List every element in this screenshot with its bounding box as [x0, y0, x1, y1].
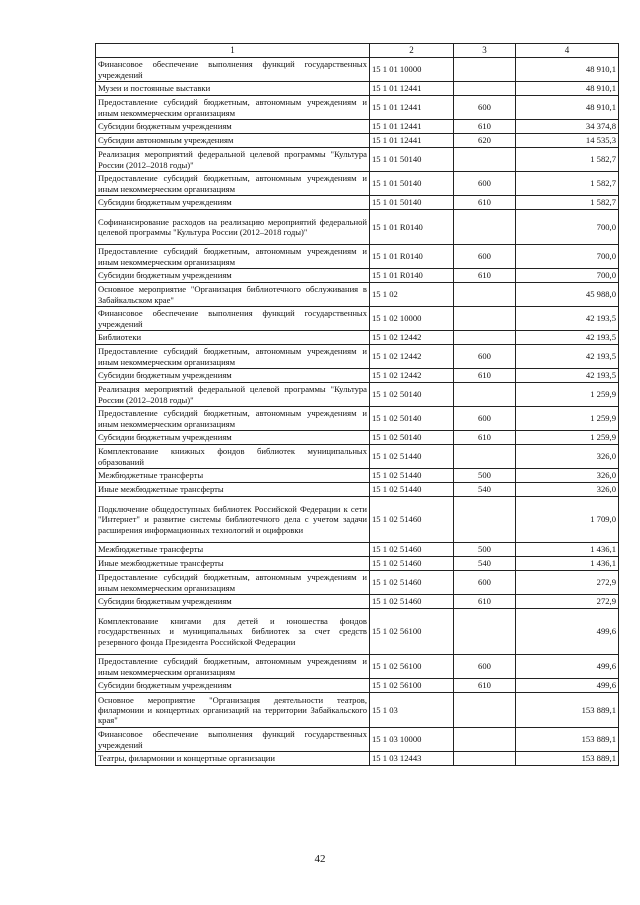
row-code-cell: 15 1 02 50140	[370, 407, 454, 431]
row-type-cell: 600	[454, 407, 516, 431]
row-name-cell: Реализация мероприятий федеральной целевой программы "Культура России (2012–2018 годы)"	[96, 383, 370, 407]
table-header-row	[96, 44, 619, 58]
row-code-cell: 15 1 02 12442	[370, 369, 454, 383]
row-type-cell: 610	[454, 120, 516, 134]
row-sum-cell: 48 910,1	[516, 96, 619, 120]
row-type-cell: 600	[454, 96, 516, 120]
table-row	[96, 693, 619, 728]
row-code-cell: 15 1 03 10000	[370, 728, 454, 752]
row-type-cell: 600	[454, 245, 516, 269]
row-type-cell	[454, 752, 516, 766]
row-name-cell: Субсидии бюджетным учреждениям	[96, 431, 370, 445]
row-name-cell: Подключение общедоступных библиотек Российской Федерации к сети "Интернет" и развитие системы библиотечного дела с учетом задачи расширения информационных технологий и оцифровки	[96, 497, 370, 543]
row-name-cell: Финансовое обеспечение выполнения функций государственных учреждений	[96, 307, 370, 331]
row-sum-cell: 272,9	[516, 595, 619, 609]
row-type-cell: 610	[454, 269, 516, 283]
row-code-cell: 15 1 01 10000	[370, 58, 454, 82]
row-code-cell: 15 1 02 51440	[370, 469, 454, 483]
row-name-cell: Иные межбюджетные трансферты	[96, 483, 370, 497]
row-sum-cell: 326,0	[516, 469, 619, 483]
row-name-cell: Основное мероприятие "Организация деятельности театров, филармонии и концертных организаций на территории Забайкальского края"	[96, 693, 370, 728]
table-row	[96, 172, 619, 196]
row-name-cell: Основное мероприятие "Организация библиотечного обслуживания в Забайкальском крае"	[96, 283, 370, 307]
row-name-cell: Субсидии бюджетным учреждениям	[96, 269, 370, 283]
row-sum-cell: 499,6	[516, 655, 619, 679]
row-code-cell: 15 1 01 50140	[370, 196, 454, 210]
row-type-cell: 610	[454, 369, 516, 383]
row-name-cell: Софинансирование расходов на реализацию мероприятий федеральной целевой программы "Культура России (2012–2018 годы)"	[96, 210, 370, 245]
row-name-cell: Предоставление субсидий бюджетным, автономным учреждениям и иным некоммерческим организациям	[96, 571, 370, 595]
row-name-cell: Комплектование книгами для детей и юношества фондов государственных и муниципальных библиотек за счет средств резервного фонда Президента Российской Федерации	[96, 609, 370, 655]
row-type-cell: 610	[454, 196, 516, 210]
row-name-cell: Субсидии бюджетным учреждениям	[96, 120, 370, 134]
header-col-2: 2	[370, 44, 454, 58]
table-row	[96, 96, 619, 120]
row-name-cell: Предоставление субсидий бюджетным, автономным учреждениям и иным некоммерческим организациям	[96, 655, 370, 679]
table-row	[96, 752, 619, 766]
row-name-cell: Межбюджетные трансферты	[96, 543, 370, 557]
table-row	[96, 483, 619, 497]
row-type-cell	[454, 148, 516, 172]
table-row	[96, 331, 619, 345]
row-code-cell: 15 1 02 56100	[370, 655, 454, 679]
table-row	[96, 82, 619, 96]
row-sum-cell: 42 193,5	[516, 369, 619, 383]
table-row	[96, 571, 619, 595]
table-row	[96, 469, 619, 483]
row-type-cell: 600	[454, 655, 516, 679]
row-code-cell: 15 1 02 10000	[370, 307, 454, 331]
row-code-cell: 15 1 02 50140	[370, 383, 454, 407]
row-name-cell: Комплектование книжных фондов библиотек муниципальных образований	[96, 445, 370, 469]
row-type-cell	[454, 445, 516, 469]
row-name-cell: Иные межбюджетные трансферты	[96, 557, 370, 571]
row-code-cell: 15 1 03	[370, 693, 454, 728]
row-sum-cell: 1 582,7	[516, 172, 619, 196]
row-sum-cell: 700,0	[516, 210, 619, 245]
row-name-cell: Предоставление субсидий бюджетным, автономным учреждениям и иным некоммерческим организациям	[96, 345, 370, 369]
row-code-cell: 15 1 02 51460	[370, 543, 454, 557]
row-name-cell: Субсидии бюджетным учреждениям	[96, 679, 370, 693]
row-code-cell: 15 1 01 R0140	[370, 245, 454, 269]
row-sum-cell: 326,0	[516, 483, 619, 497]
table-row	[96, 307, 619, 331]
row-sum-cell: 42 193,5	[516, 331, 619, 345]
row-code-cell: 15 1 02 56100	[370, 609, 454, 655]
row-name-cell: Субсидии автономным учреждениям	[96, 134, 370, 148]
row-type-cell: 610	[454, 679, 516, 693]
row-name-cell: Театры, филармонии и концертные организации	[96, 752, 370, 766]
row-sum-cell: 499,6	[516, 679, 619, 693]
table-row	[96, 148, 619, 172]
row-sum-cell: 48 910,1	[516, 58, 619, 82]
row-type-cell: 540	[454, 483, 516, 497]
row-type-cell: 500	[454, 469, 516, 483]
table-row	[96, 196, 619, 210]
row-sum-cell: 1 582,7	[516, 196, 619, 210]
row-sum-cell: 700,0	[516, 245, 619, 269]
row-name-cell: Предоставление субсидий бюджетным, автономным учреждениям и иным некоммерческим организациям	[96, 96, 370, 120]
table-row	[96, 58, 619, 82]
row-type-cell	[454, 331, 516, 345]
row-code-cell: 15 1 01 50140	[370, 148, 454, 172]
row-name-cell: Музеи и постоянные выставки	[96, 82, 370, 96]
row-code-cell: 15 1 01 50140	[370, 172, 454, 196]
table-row	[96, 283, 619, 307]
row-type-cell: 620	[454, 134, 516, 148]
table-row	[96, 345, 619, 369]
row-code-cell: 15 1 02 50140	[370, 431, 454, 445]
row-code-cell: 15 1 03 12443	[370, 752, 454, 766]
table-row	[96, 557, 619, 571]
row-code-cell: 15 1 01 12441	[370, 82, 454, 96]
row-name-cell: Финансовое обеспечение выполнения функций государственных учреждений	[96, 728, 370, 752]
page-number: 42	[314, 853, 326, 865]
row-type-cell: 500	[454, 543, 516, 557]
row-sum-cell: 1 582,7	[516, 148, 619, 172]
row-code-cell: 15 1 01 12441	[370, 96, 454, 120]
row-sum-cell: 1 709,0	[516, 497, 619, 543]
row-sum-cell: 1 436,1	[516, 543, 619, 557]
row-type-cell: 540	[454, 557, 516, 571]
row-code-cell: 15 1 01 R0140	[370, 269, 454, 283]
row-name-cell: Библиотеки	[96, 331, 370, 345]
row-code-cell: 15 1 02 51460	[370, 497, 454, 543]
table-row	[96, 543, 619, 557]
table-row	[96, 595, 619, 609]
row-name-cell: Предоставление субсидий бюджетным, автономным учреждениям и иным некоммерческим организациям	[96, 407, 370, 431]
row-sum-cell: 42 193,5	[516, 345, 619, 369]
table-row	[96, 609, 619, 655]
table-row	[96, 134, 619, 148]
row-type-cell	[454, 58, 516, 82]
row-name-cell: Финансовое обеспечение выполнения функций государственных учреждений	[96, 58, 370, 82]
row-sum-cell: 272,9	[516, 571, 619, 595]
row-sum-cell: 45 988,0	[516, 283, 619, 307]
table-row	[96, 120, 619, 134]
table-row	[96, 728, 619, 752]
row-code-cell: 15 1 02 56100	[370, 679, 454, 693]
row-type-cell	[454, 210, 516, 245]
row-type-cell	[454, 728, 516, 752]
row-type-cell	[454, 82, 516, 96]
row-code-cell: 15 1 02 51440	[370, 483, 454, 497]
row-sum-cell: 1 259,9	[516, 407, 619, 431]
row-type-cell: 610	[454, 431, 516, 445]
header-col-4: 4	[516, 44, 619, 58]
budget-table	[95, 43, 619, 766]
header-col-3: 3	[454, 44, 516, 58]
table-row	[96, 445, 619, 469]
row-code-cell: 15 1 02 51460	[370, 571, 454, 595]
table-row	[96, 407, 619, 431]
row-sum-cell: 1 436,1	[516, 557, 619, 571]
row-sum-cell: 14 535,3	[516, 134, 619, 148]
row-name-cell: Реализация мероприятий федеральной целевой программы "Культура России (2012–2018 годы)"	[96, 148, 370, 172]
row-sum-cell: 153 889,1	[516, 752, 619, 766]
row-sum-cell: 1 259,9	[516, 383, 619, 407]
row-type-cell	[454, 307, 516, 331]
row-sum-cell: 34 374,8	[516, 120, 619, 134]
row-type-cell: 600	[454, 172, 516, 196]
header-col-1: 1	[96, 44, 370, 58]
row-code-cell: 15 1 02 51440	[370, 445, 454, 469]
row-code-cell: 15 1 02 51460	[370, 557, 454, 571]
row-type-cell	[454, 497, 516, 543]
table-row	[96, 655, 619, 679]
row-code-cell: 15 1 02 12442	[370, 345, 454, 369]
table-row	[96, 383, 619, 407]
row-type-cell: 600	[454, 345, 516, 369]
row-type-cell	[454, 693, 516, 728]
row-sum-cell: 499,6	[516, 609, 619, 655]
row-code-cell: 15 1 02 12442	[370, 331, 454, 345]
table-row	[96, 679, 619, 693]
table-row	[96, 245, 619, 269]
row-sum-cell: 153 889,1	[516, 693, 619, 728]
row-type-cell	[454, 383, 516, 407]
row-name-cell: Предоставление субсидий бюджетным, автономным учреждениям и иным некоммерческим организациям	[96, 172, 370, 196]
row-code-cell: 15 1 01 12441	[370, 120, 454, 134]
row-code-cell: 15 1 01 12441	[370, 134, 454, 148]
row-sum-cell: 1 259,9	[516, 431, 619, 445]
row-sum-cell: 42 193,5	[516, 307, 619, 331]
row-type-cell: 600	[454, 571, 516, 595]
row-name-cell: Межбюджетные трансферты	[96, 469, 370, 483]
row-type-cell	[454, 609, 516, 655]
row-type-cell	[454, 283, 516, 307]
row-code-cell: 15 1 02 51460	[370, 595, 454, 609]
row-sum-cell: 153 889,1	[516, 728, 619, 752]
row-code-cell: 15 1 02	[370, 283, 454, 307]
row-name-cell: Субсидии бюджетным учреждениям	[96, 595, 370, 609]
table-row	[96, 210, 619, 245]
table-row	[96, 497, 619, 543]
table-row	[96, 431, 619, 445]
row-sum-cell: 700,0	[516, 269, 619, 283]
table-row	[96, 269, 619, 283]
row-name-cell: Предоставление субсидий бюджетным, автономным учреждениям и иным некоммерческим организациям	[96, 245, 370, 269]
row-sum-cell: 48 910,1	[516, 82, 619, 96]
table-row	[96, 369, 619, 383]
row-name-cell: Субсидии бюджетным учреждениям	[96, 196, 370, 210]
row-sum-cell: 326,0	[516, 445, 619, 469]
row-type-cell: 610	[454, 595, 516, 609]
row-name-cell: Субсидии бюджетным учреждениям	[96, 369, 370, 383]
row-code-cell: 15 1 01 R0140	[370, 210, 454, 245]
